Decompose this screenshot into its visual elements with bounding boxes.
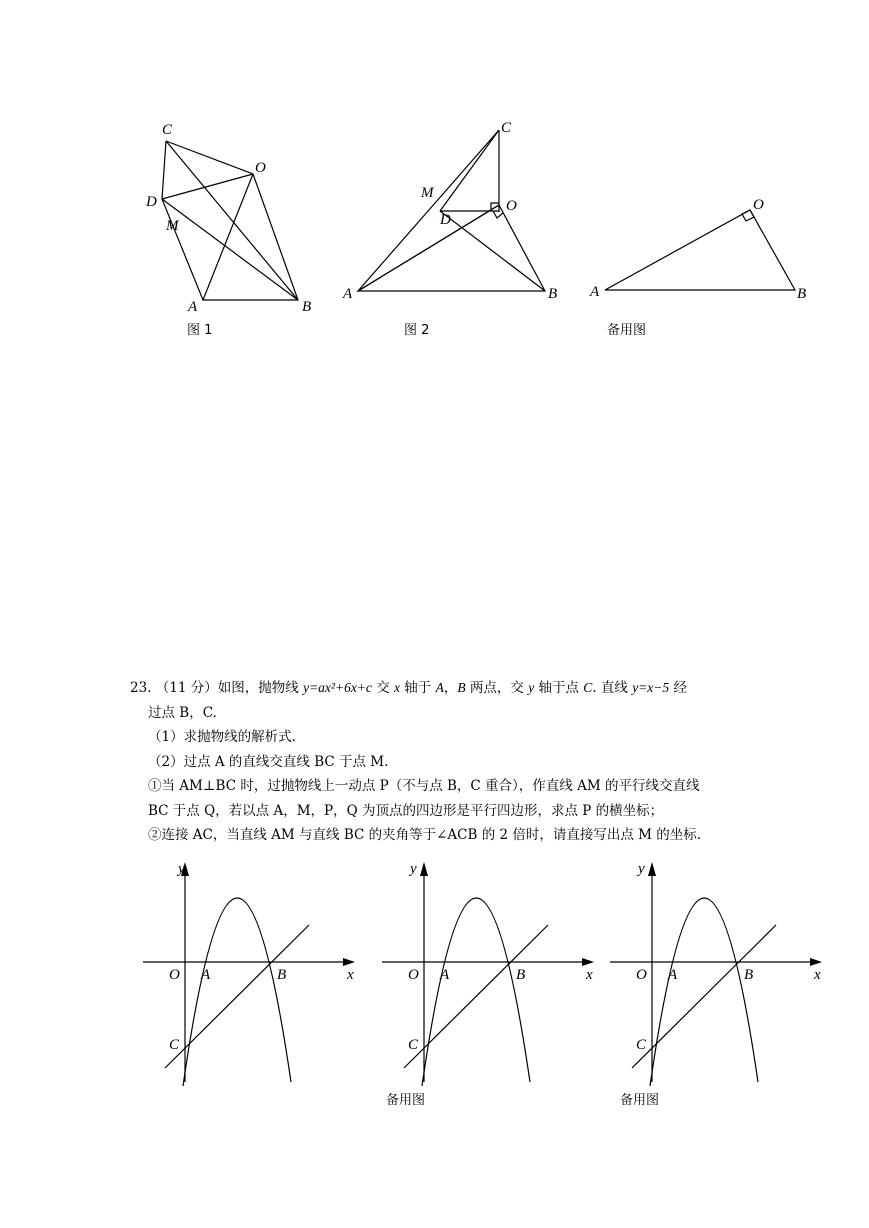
fig2-label-M: M: [421, 185, 434, 201]
problem-23: [130, 676, 770, 848]
fig3-caption: 备用图: [607, 323, 647, 338]
fig1-label-O: O: [255, 160, 266, 176]
problem-text: 如图，抛物线: [217, 680, 304, 696]
question-2a-line-2: BC 于点 Q，若以点 A，M，P，Q 为顶点的四边形是平行四边形，求点 P 的横坐标；: [148, 802, 664, 819]
figure-1: [145, 122, 311, 338]
var-y: y: [528, 680, 535, 695]
graph-1: [143, 861, 355, 1086]
graph2-label-C: C: [408, 1037, 419, 1053]
graph1-label-x: x: [347, 967, 354, 983]
problem-text: 轴于: [400, 680, 436, 696]
problem-line-1: [130, 676, 770, 701]
fig2-label-O: O: [506, 198, 517, 214]
fig3-label-O: O: [753, 197, 764, 213]
problem-text: . 直线: [592, 680, 633, 696]
line-equation: y=x−5: [632, 680, 670, 695]
graph2-label-A: A: [440, 967, 450, 983]
problem-text: ，: [443, 680, 458, 696]
fig1-caption: 图 1: [187, 323, 213, 338]
graph3-label-B: B: [744, 967, 754, 983]
graph1-label-A: A: [201, 967, 211, 983]
question-2: （2）过点 A 的直线交直线 BC 于点 M.: [148, 753, 389, 770]
problem-text: 轴于点: [534, 680, 584, 696]
graph2-caption: 备用图: [386, 1093, 426, 1108]
question-2b: ②连接 AC，当直线 AM 与直线 BC 的夹角等于∠ACB 的 2 倍时，请直接写出点 M 的坐标.: [148, 827, 702, 843]
var-A: A: [435, 680, 444, 695]
figure-2: [342, 120, 557, 338]
var-x: x: [394, 680, 401, 695]
problem-line-2: 过点 B，C.: [148, 704, 217, 721]
fig1-label-C: C: [162, 122, 173, 138]
fig2-label-D: D: [440, 212, 451, 228]
graph3-label-A: A: [668, 967, 678, 983]
graph3-label-O: O: [636, 967, 647, 983]
graph3-label-C: C: [636, 1037, 647, 1053]
fig2-label-B: B: [548, 286, 558, 302]
question-1: （1）求抛物线的解析式.: [148, 729, 296, 745]
graph1-label-y: y: [178, 861, 185, 877]
graph3-label-x: x: [814, 967, 821, 983]
fig1-label-M: M: [166, 218, 179, 234]
fig1-label-A: A: [188, 299, 198, 315]
problem-text: 两点，交: [465, 680, 529, 696]
question-2a-line-1: ①当 AM⊥BC 时，过抛物线上一动点 P（不与点 B，C 重合），作直线 AM 的平行线交直线: [148, 778, 700, 794]
problem-score: （11 分）: [155, 680, 218, 696]
fig2-label-A: A: [343, 286, 353, 302]
var-B: B: [457, 680, 466, 695]
graph2-label-y: y: [410, 861, 417, 877]
fig3-label-A: A: [590, 284, 600, 300]
fig2-caption: 图 2: [404, 323, 430, 338]
var-C: C: [583, 680, 593, 695]
graph-3: [610, 861, 822, 1108]
graph2-label-B: B: [516, 967, 526, 983]
graph2-label-O: O: [408, 967, 419, 983]
fig1-label-D: D: [146, 194, 157, 210]
parabola-equation: y=ax²+6x+c: [303, 680, 372, 695]
fig2-label-C: C: [501, 120, 512, 136]
graph3-caption: 备用图: [620, 1093, 660, 1108]
problem-number: 23.: [130, 680, 152, 696]
problem-text: 经: [669, 680, 687, 696]
graph-2: [382, 861, 594, 1108]
figure-3: [589, 197, 806, 338]
graph1-label-C: C: [169, 1037, 180, 1053]
graph1-label-O: O: [169, 967, 180, 983]
graph3-label-y: y: [638, 861, 645, 877]
graph2-label-x: x: [586, 967, 593, 983]
problem-text: 交: [371, 680, 395, 696]
graph1-label-B: B: [277, 967, 287, 983]
fig1-label-B: B: [302, 299, 312, 315]
fig3-label-B: B: [797, 286, 807, 302]
